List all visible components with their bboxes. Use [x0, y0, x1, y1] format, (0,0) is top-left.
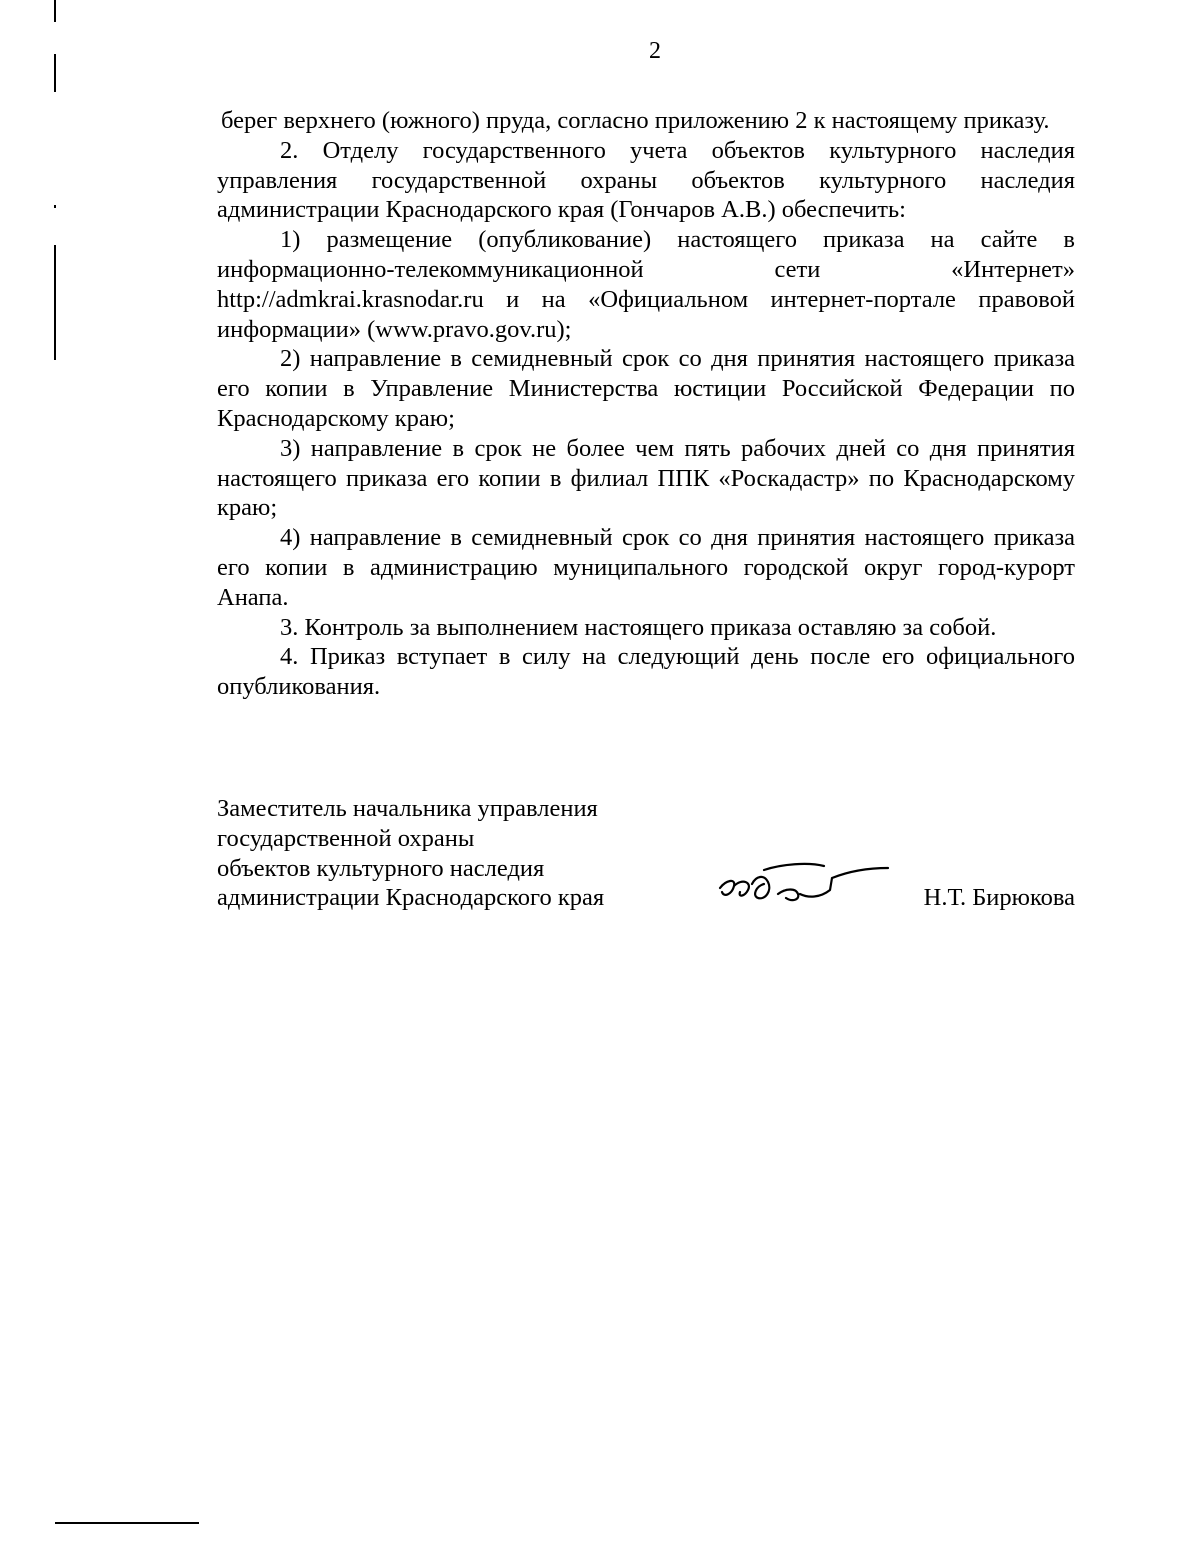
- scan-artifact-mark: [54, 205, 56, 208]
- document-body: [217, 106, 1075, 702]
- paragraph-subitem-1: 1) размещение (опубликование) настоящего приказа на сайте в информационно-телекоммуникационной сети «Интернет» http://admkrai.krasnodar.ru и на «Официальном интернет-портале правовой информации» (www.pravo.gov.ru);: [217, 226, 1075, 343]
- paragraph-item-3: 3. Контроль за выполнением настоящего приказа оставляю за собой.: [280, 613, 997, 641]
- paragraph-subitem-2: 2) направление в семидневный срок со дня принятия настоящего приказа его копии в Управление Министерства юстиции Российской Федерации по Краснодарскому краю;: [217, 345, 1075, 432]
- signatory-position: [217, 794, 604, 913]
- scan-artifact-mark: [54, 0, 56, 22]
- paragraph-item-2: 2. Отделу государственного учета объектов культурного наследия управления государственной охраны объектов культурного наследия администрации Краснодарского края (Гончаров А.В.) обеспечить:: [217, 136, 1075, 224]
- page-number: 2: [649, 38, 661, 64]
- signatory-name: Н.Т. Бирюкова: [923, 884, 1075, 911]
- scan-artifact-mark: [54, 245, 56, 360]
- handwritten-signature: [712, 848, 892, 918]
- paragraph-subitem-4: 4) направление в семидневный срок со дня принятия настоящего приказа его копии в администрацию муниципального городской округ город-курорт Анапа.: [217, 524, 1075, 611]
- paragraph-subitem-3: 3) направление в срок не более чем пять рабочих дней со дня принятия настоящего приказа его копии в филиал ППК «Роскадастр» по Краснодарскому краю;: [217, 434, 1075, 522]
- signatory-position-line: Заместитель начальника управления: [217, 795, 598, 822]
- paragraph-item-4: 4. Приказ вступает в силу на следующий день после его официального опубликования.: [217, 643, 1075, 701]
- signatory-position-line: государственной охраны: [217, 824, 475, 852]
- footer-divider: [55, 1522, 199, 1524]
- signatory-position-line: администрации Краснодарского края: [217, 884, 605, 912]
- signatory-position-line: объектов культурного наследия: [217, 854, 545, 882]
- paragraph-continuation: берег верхнего (южного) пруда, согласно приложению 2 к настоящему приказу.: [221, 107, 1050, 134]
